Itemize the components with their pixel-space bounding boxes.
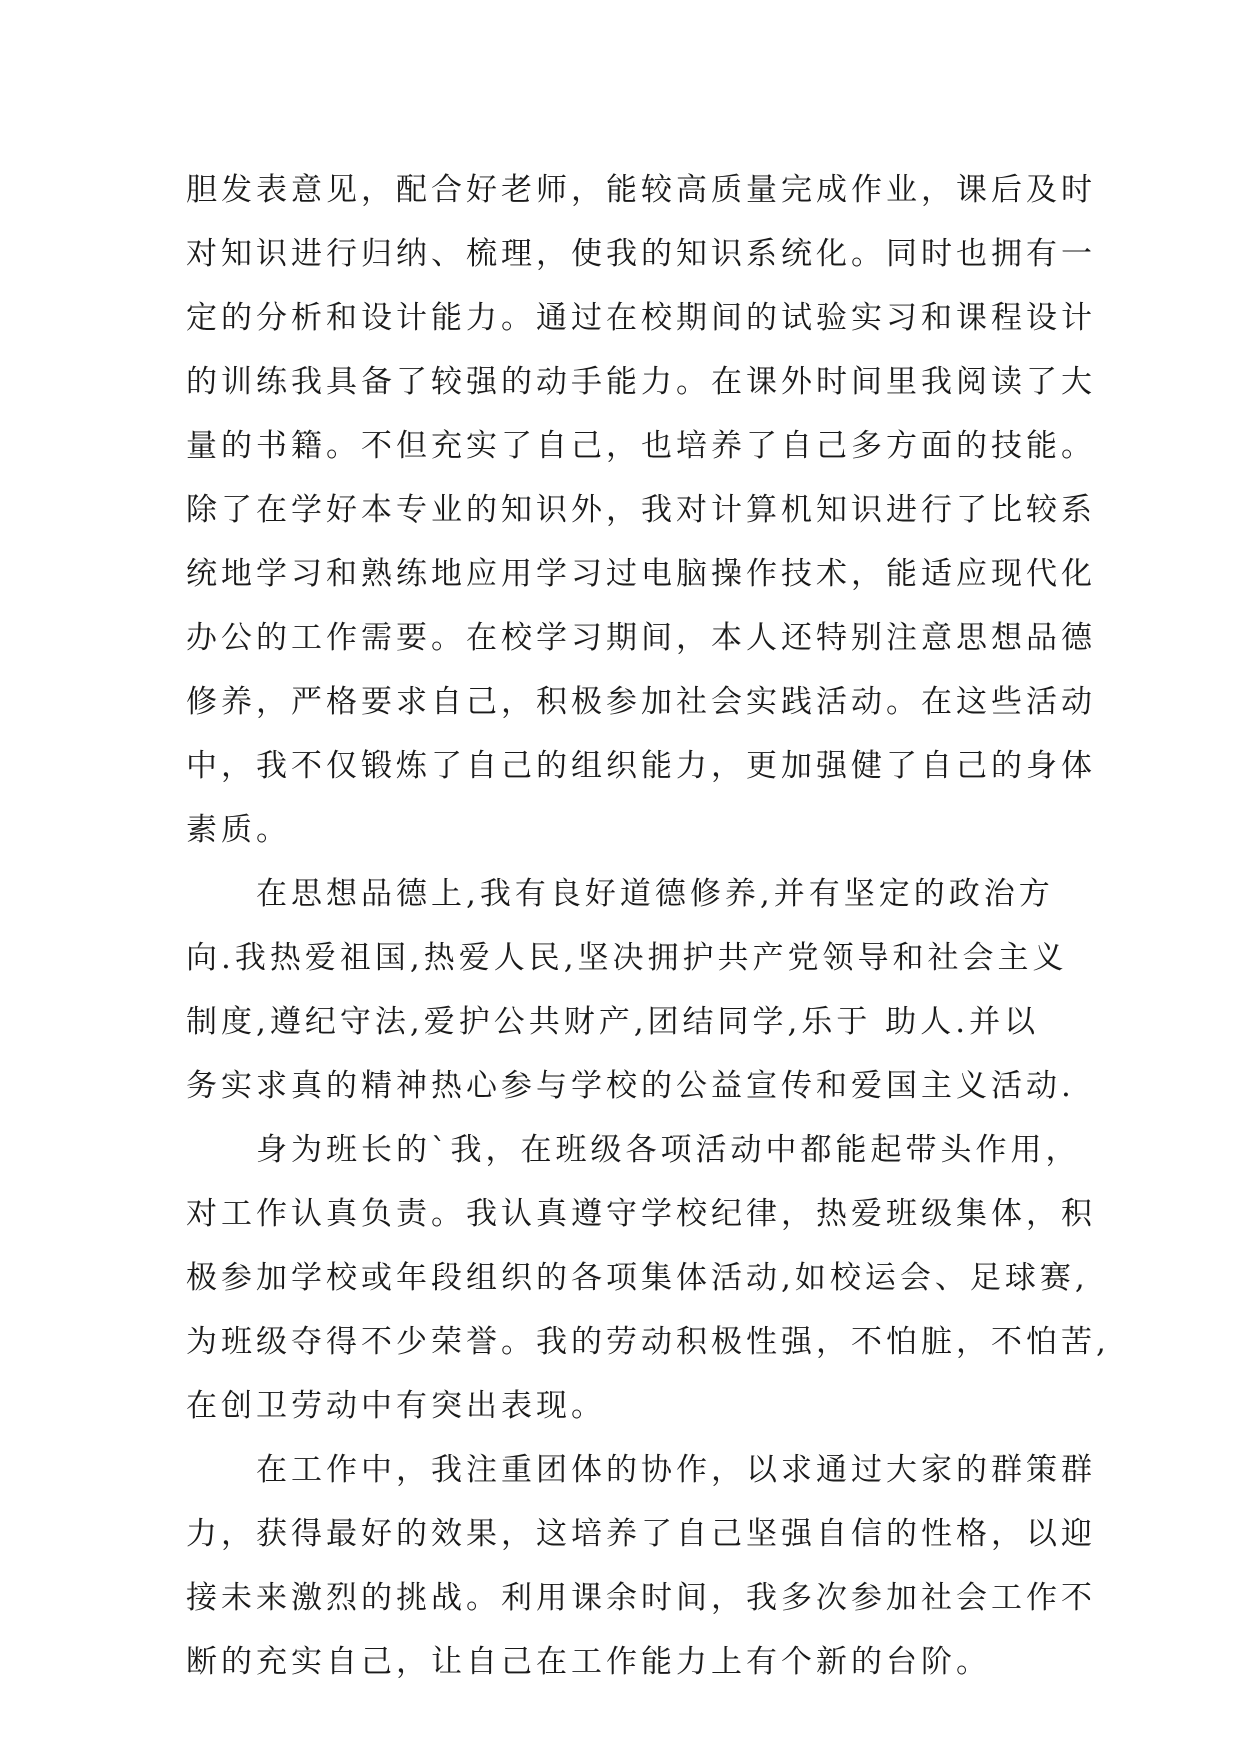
- paragraph-2: [186, 862, 1086, 1118]
- text-line: 极参加学校或年段组织的各项集体活动,如校运会、足球赛,: [186, 1260, 1089, 1296]
- text-line: 断的充实自己，让自己在工作能力上有个新的台阶。: [186, 1644, 991, 1680]
- text-line: 力，获得最好的效果，这培养了自己坚强自信的性格，以迎: [186, 1516, 1096, 1552]
- text-line: 统地学习和熟练地应用学习过电脑操作技术，能适应现代化: [186, 556, 1096, 592]
- text-line: 胆发表意见，配合好老师，能较高质量完成作业，课后及时: [186, 172, 1096, 208]
- text-line: 身为班长的`我，在班级各项活动中都能起带头作用，: [186, 1132, 1081, 1168]
- text-line: 在创卫劳动中有突出表现。: [186, 1388, 606, 1424]
- paragraph-3: [186, 1118, 1110, 1438]
- text-line: 在工作中，我注重团体的协作，以求通过大家的群策群: [186, 1452, 1096, 1488]
- paragraph-1: [186, 158, 1096, 862]
- body-text: [186, 158, 1110, 1694]
- text-line: 对知识进行归纳、梳理，使我的知识系统化。同时也拥有一: [186, 236, 1096, 272]
- text-line: 除了在学好本专业的知识外，我对计算机知识进行了比较系: [186, 492, 1096, 528]
- text-line: 修养，严格要求自己，积极参加社会实践活动。在这些活动: [186, 684, 1096, 720]
- text-line: 在思想品德上,我有良好道德修养,并有坚定的政治方: [186, 876, 1054, 912]
- paragraph-4: [186, 1438, 1096, 1694]
- text-line: 素质。: [186, 812, 291, 848]
- text-line: 中，我不仅锻炼了自己的组织能力，更加强健了自己的身体: [186, 748, 1096, 784]
- text-line: 的训练我具备了较强的动手能力。在课外时间里我阅读了大: [186, 364, 1096, 400]
- text-line: 量的书籍。不但充实了自己，也培养了自己多方面的技能。: [186, 428, 1096, 464]
- text-line: 接未来激烈的挑战。利用课余时间，我多次参加社会工作不: [186, 1580, 1096, 1616]
- text-line: 为班级夺得不少荣誉。我的劳动积极性强，不怕脏，不怕苦,: [186, 1324, 1110, 1360]
- text-line: 向.我热爱祖国,热爱人民,坚决拥护共产党领导和社会主义: [186, 940, 1068, 976]
- text-line: 务实求真的精神热心参与学校的公益宣传和爱国主义活动.: [186, 1068, 1075, 1104]
- text-line: 定的分析和设计能力。通过在校期间的试验实习和课程设计: [186, 300, 1096, 336]
- text-line: 办公的工作需要。在校学习期间，本人还特别注意思想品德: [186, 620, 1096, 656]
- text-line: 对工作认真负责。我认真遵守学校纪律，热爱班级集体，积: [186, 1196, 1096, 1232]
- text-line: 制度,遵纪守法,爱护公共财产,团结同学,乐于 助人.并以: [186, 1004, 1040, 1040]
